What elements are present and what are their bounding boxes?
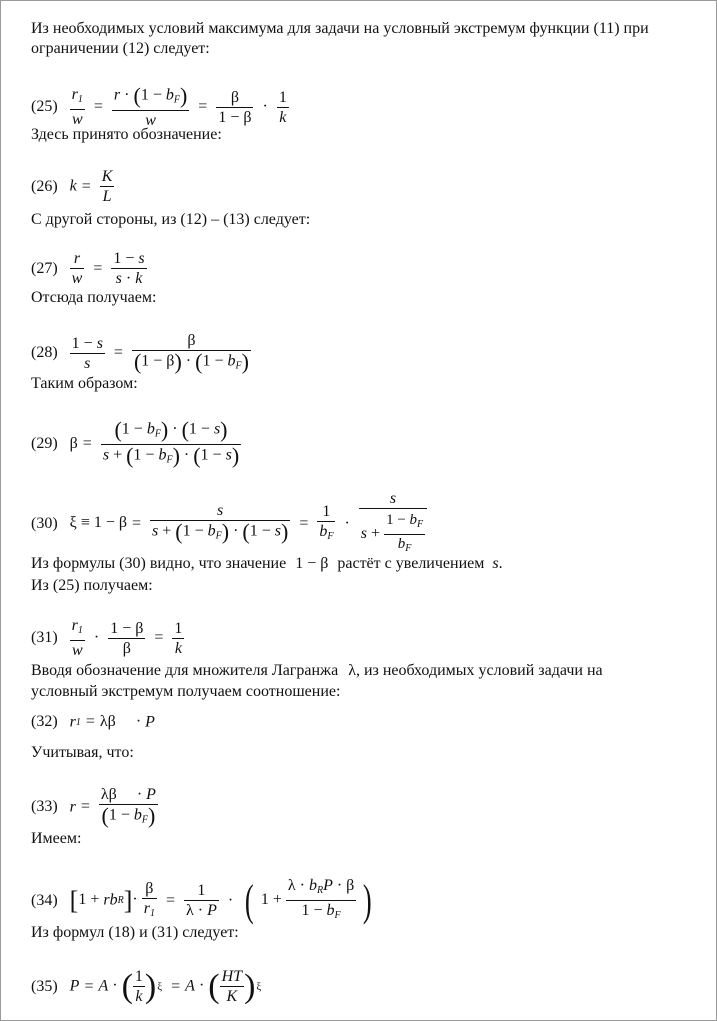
equation-number: (25) (31, 98, 58, 116)
equation-number: (26) (31, 177, 58, 195)
document-page: Из необходимых условий максимума для задачи на условный экстремум функции (11) при ограничении (12) следует: (25) $\frac{r_1}{w}$ = $\frac{r \cdot (1 - b_F)}{w}$ = $\frac{\beta}{1 - \beta}$ · $\frac{1}{k}$ Здесь принято обозначение: (26) k = $\frac{K}{L}$ С другой стороны, из (12) – (13) следует: (27) $\frac{r}{w}$ = $\frac{1 - s}{s \cdot k}$ Отсюда получаем: (28) $\frac{1 - s}{s}$ = $\frac{\beta}{(1 - \beta) \cdot (1 - b_F)}$ Таким образом: (29) β = $\frac{(1 - b_F) \cdot (1 - s)}{s + (1 - b_F) \cdot (1 - s)}$ (30) ξ ≡ 1 − β = $\frac{s}{s + (1 - b_F) \cdot (1 - s)}$ = $\frac{1}{b_F}$ · s s + $\frac{1 - b_F}{b_F}$ Из формулы (30) видно, что значение 1 − β растёт с увеличением s. Из (25) получаем: (31) $\frac{r_1}{w}$ · $\frac{1 - \beta}{\beta}$ = $\frac{1}{k}$ Вводя обозначение для множителя Лагранжа λ, из необходимых условий задачи на условный экстремум получаем соотношение: (32) r1 = λβ · P Учитывая, что: (33) r = $\frac{\lambda\beta \cdot P}{(1 - b_F)}$ Имеем: (34) [1 + rbR]· $\frac{\beta}{r_1}$ = $\frac{1}{\lambda \cdot P}$ · ( 1 + $\lambda \cdot b_RP \cdot \beta$ $1 - b_F$ ) Из формул (18) и (31) следует: (35) P = A · ( $\frac{1}{k}$ )ξ = A · ( $\frac{HT}{K}$ )ξ (0, 0, 717, 1021)
paragraph-intro-line1: Из необходимых условий максимума для задачи на условный экстремум функции (11) при (31, 20, 649, 37)
equation-number: (30) (31, 514, 58, 532)
equation-number: (34) (31, 891, 58, 909)
equation-number: (35) (31, 977, 58, 995)
equation-number: (32) (31, 713, 58, 731)
paragraph-other-side: С другой стороны, из (12) – (13) следует: (31, 211, 311, 228)
equation-number: (31) (31, 629, 58, 646)
paragraph-hence: Отсюда получаем: (31, 289, 157, 306)
equation-number: (29) (31, 435, 58, 453)
paragraph-notation: Здесь принято обозначение: (31, 126, 222, 143)
paragraph-given: Учитывая, что: (31, 744, 134, 761)
paragraph-lagrange-line2: условный экстремум получаем соотношение: (31, 683, 341, 700)
equation-number: (33) (31, 798, 58, 816)
paragraph-formula-30-note: Из формулы (30) видно, что значение 1 − β растёт с увеличением s. (31, 555, 503, 572)
paragraph-lagrange-line1: Вводя обозначение для множителя Лагранжа λ, из необходимых условий задачи на (31, 662, 603, 679)
paragraph-thus: Таким образом: (31, 375, 138, 392)
paragraph-from-25: Из (25) получаем: (31, 577, 153, 594)
paragraph-have: Имеем: (31, 830, 82, 847)
equation-number: (27) (31, 259, 58, 277)
equation-number: (28) (31, 344, 58, 362)
paragraph-from-18-31: Из формул (18) и (31) следует: (31, 924, 239, 941)
paragraph-intro-line2: ограничении (12) следует: (31, 40, 210, 57)
